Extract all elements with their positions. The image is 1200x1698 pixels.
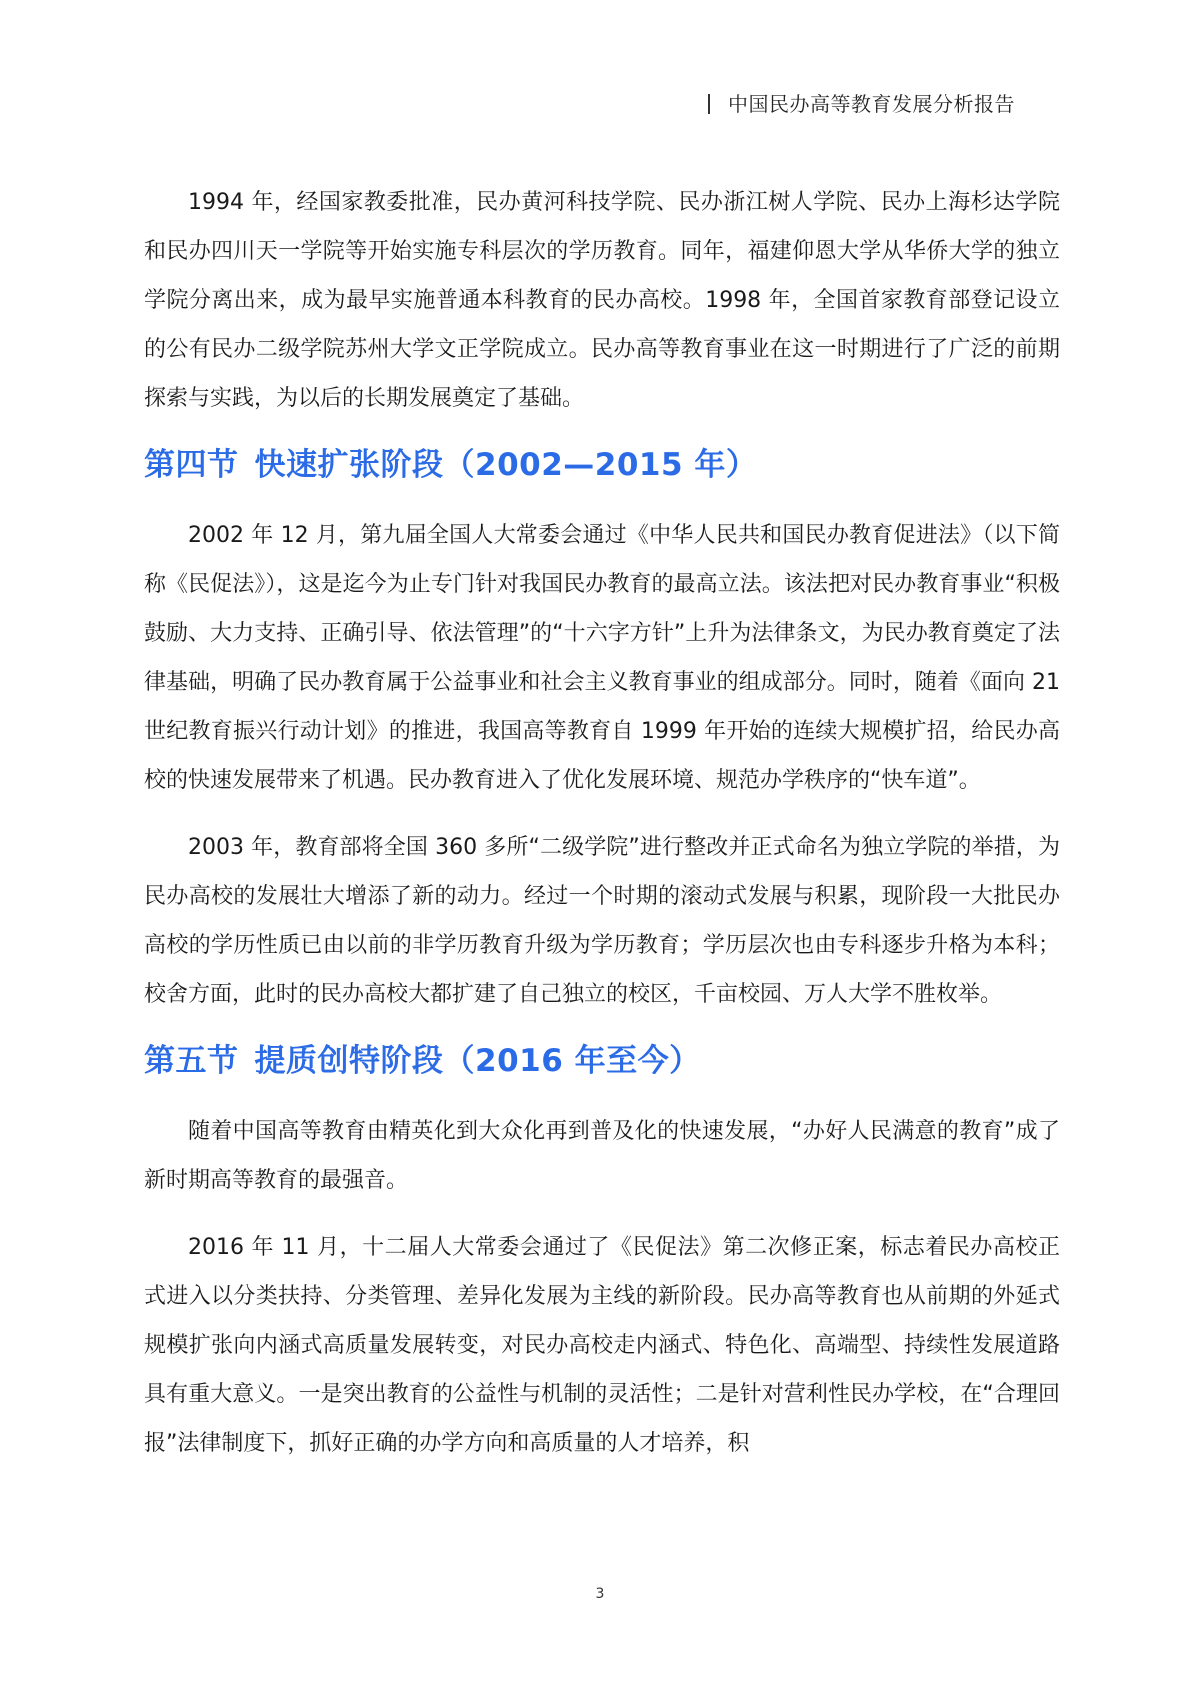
section-heading-5	[144, 1037, 1060, 1085]
running-header	[708, 88, 1015, 117]
paragraph: 2002 年 12 月，第九届全国人大常委会通过《中华人民共和国民办教育促进法》（以下简称《民促法》），这是迄今为止专门针对我国民办教育的最高立法。该法把对民办教育事业“积极鼓励、大力支持、正确引导、依法管理”的“十六字方针”上升为法律条文，为民办教育奠定了法律基础，明确了民办教育属于公益事业和社会主义教育事业的组成部分。同时，随着《面向 21 世纪教育振兴行动计划》的推进，我国高等教育自 1999 年开始的连续大规模扩招，给民办高校的快速发展带来了机遇。民办教育进入了优化发展环境、规范办学秩序的“快车道”。	[144, 523, 1060, 793]
section-number: 第五节	[144, 1043, 239, 1079]
section-title-text: 提质创特阶段（2016 年至今）	[254, 1043, 701, 1079]
header-divider	[708, 94, 710, 114]
main-content	[144, 178, 1060, 1486]
report-title: 中国民办高等教育发展分析报告	[728, 92, 1015, 116]
section-title-text: 快速扩张阶段（2002—2015 年）	[254, 447, 758, 483]
paragraph: 2016 年 11 月，十二届人大常委会通过了《民促法》第二次修正案，标志着民办高校正式进入以分类扶持、分类管理、差异化发展为主线的新阶段。民办高等教育也从前期的外延式规模扩张向内涵式高质量发展转变，对民办高校走内涵式、特色化、高端型、持续性发展道路具有重大意义。一是突出教育的公益性与机制的灵活性；二是针对营利性民办学校，在“合理回报”法律制度下，抓好正确的办学方向和高质量的人才培养，积	[144, 1235, 1060, 1456]
section-number: 第四节	[144, 447, 239, 483]
page-number: 3	[595, 1586, 605, 1602]
section-heading-4	[144, 441, 1060, 489]
paragraph: 1994 年，经国家教委批准，民办黄河科技学院、民办浙江树人学院、民办上海杉达学院和民办四川天一学院等开始实施专科层次的学历教育。同年，福建仰恩大学从华侨大学的独立学院分离出来，成为最早实施普通本科教育的民办高校。1998 年，全国首家教育部登记设立的公有民办二级学院苏州大学文正学院成立。民办高等教育事业在这一时期进行了广泛的前期探索与实践，为以后的长期发展奠定了基础。	[144, 190, 1060, 411]
paragraph: 2003 年，教育部将全国 360 多所“二级学院”进行整改并正式命名为独立学院的举措，为民办高校的发展壮大增添了新的动力。经过一个时期的滚动式发展与积累，现阶段一大批民办高校的学历性质已由以前的非学历教育升级为学历教育；学历层次也由专科逐步升格为本科；校舍方面，此时的民办高校大都扩建了自己独立的校区，千亩校园、万人大学不胜枚举。	[144, 835, 1060, 1007]
paragraph: 随着中国高等教育由精英化到大众化再到普及化的快速发展，“办好人民满意的教育”成了新时期高等教育的最强音。	[144, 1119, 1060, 1193]
